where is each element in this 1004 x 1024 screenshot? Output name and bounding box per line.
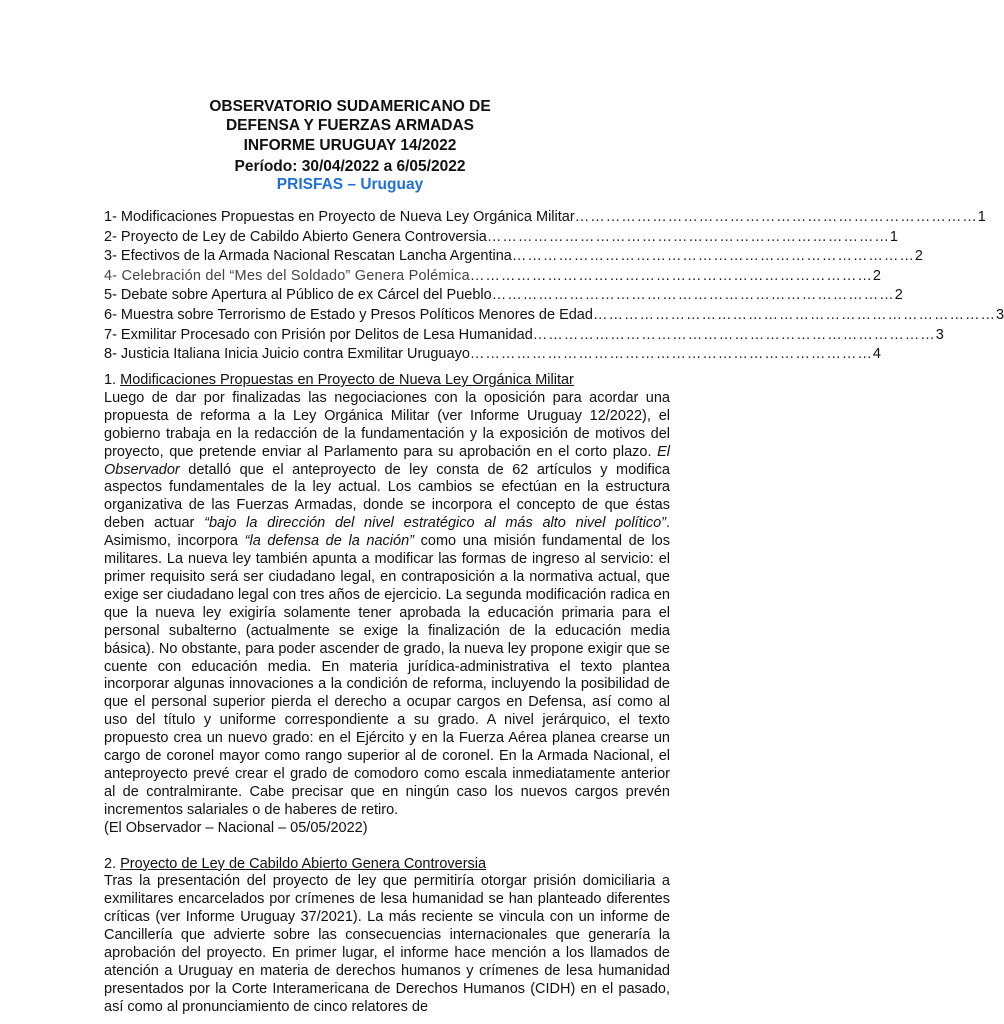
- section-1-heading: [104, 372, 670, 390]
- toc-entry-page: 3: [935, 326, 944, 343]
- report-header: [0, 98, 700, 195]
- toc-entry-title: 8- Justicia Italiana Inicia Juicio contra Exmilitar Uruguayo: [104, 346, 470, 363]
- section-1: [104, 372, 670, 838]
- toc-entry-title: 2- Proyecto de Ley de Cabildo Abierto Genera Controversia: [104, 228, 487, 245]
- source-citation: (El Observador – Nacional – 05/05/2022): [104, 819, 368, 836]
- document-body: [104, 372, 670, 1017]
- newspaper-name: El Observador: [104, 443, 670, 478]
- report-subtitle: PRISFAS – Uruguay: [276, 176, 424, 193]
- toc-entry-title: 5- Debate sobre Apertura al Público de ex Cárcel del Pueblo: [104, 287, 492, 304]
- toc-entry-title: 3- Efectivos de la Armada Nacional Rescatan Lancha Argentina: [104, 248, 512, 265]
- toc-entry-title: 6- Muestra sobre Terrorismo de Estado y Presos Políticos Menores de Edad: [104, 306, 593, 323]
- section-number: 2.: [104, 855, 121, 872]
- toc-entry[interactable]: 7- Exmilitar Procesado con Prisión por Delitos de Lesa Humanidad …………………………………………………………………… 3: [104, 326, 670, 346]
- toc-entry-page: 2: [872, 267, 881, 284]
- header-line-2: DEFENSA Y FUERZAS ARMADAS: [225, 116, 475, 134]
- section-2-heading: [104, 856, 670, 874]
- toc-entry[interactable]: 6- Muestra sobre Terrorismo de Estado y Presos Políticos Menores de Edad …………………………………………………………………… 3: [104, 306, 670, 326]
- toc-entry-title: 4- Celebración del “Mes del Soldado” Genera Polémica: [104, 267, 470, 284]
- section-2-paragraph: Tras la presentación del proyecto de ley que permitiría otorgar prisión domiciliaria a exmilitares encarcelados por crímenes de lesa humanidad se han planteado diferentes críticas (ver Informe Uruguay 37/2021). La más reciente se vincula con un informe de Cancillería que advierte sobre las consecuencias internacionales que generaría la aprobación del proyecto. En primer lugar, el informe hace mención a los llamados de atención a Uruguay en materia de derechos humanos y crímenes de lesa humanidad presentados por la Corte Interamericana de Derechos Humanos (CIDH) en el pasado, así como al pronunciamiento de cinco relatores de: [104, 873, 670, 1015]
- toc-entry-title: 7- Exmilitar Procesado con Prisión por Delitos de Lesa Humanidad: [104, 326, 533, 343]
- section-title: Proyecto de Ley de Cabildo Abierto Genera Controversia: [120, 855, 487, 872]
- toc-entry-title: 1- Modificaciones Propuestas en Proyecto de Nueva Ley Orgánica Militar: [104, 209, 575, 225]
- toc-entry[interactable]: 1- Modificaciones Propuestas en Proyecto de Nueva Ley Orgánica Militar …………………………………………………………………… 1: [104, 208, 670, 228]
- section-2: [104, 856, 670, 1017]
- toc-entry[interactable]: 4- Celebración del “Mes del Soldado” Genera Polémica …………………………………………………………………… 2: [104, 267, 670, 287]
- quote: “bajo la dirección del nivel estratégico al más alto nivel político”: [204, 515, 666, 532]
- section-number: 1.: [104, 372, 121, 388]
- toc-entry[interactable]: 2- Proyecto de Ley de Cabildo Abierto Genera Controversia …………………………………………………………………… 1: [104, 228, 670, 248]
- section-title: Modificaciones Propuestas en Proyecto de Nueva Ley Orgánica Militar: [120, 372, 574, 388]
- toc-entry-page: 1: [889, 228, 898, 245]
- report-title: INFORME URUGUAY 14/2022: [243, 137, 457, 154]
- toc-entry-page: 4: [872, 346, 881, 363]
- toc-entry[interactable]: 8- Justicia Italiana Inicia Juicio contra Exmilitar Uruguayo …………………………………………………………………… 4: [104, 345, 670, 365]
- toc-entry-page: 3: [995, 306, 1004, 323]
- toc-entry[interactable]: 3- Efectivos de la Armada Nacional Rescatan Lancha Argentina …………………………………………………………………… 2: [104, 247, 670, 267]
- toc-entry-page: 1: [977, 209, 986, 225]
- toc-entry[interactable]: 5- Debate sobre Apertura al Público de ex Cárcel del Pueblo …………………………………………………………………… 2: [104, 286, 670, 306]
- quote: “la defensa de la nación”: [244, 533, 414, 550]
- table-of-contents: [104, 208, 1004, 365]
- toc-entry-page: 2: [914, 248, 923, 265]
- section-1-paragraph: Luego de dar por finalizadas las negociaciones con la oposición para acordar una propuesta de reforma a la Ley Orgánica Militar (ver Informe Uruguay 12/2022), el gobierno trabaja en la redacción de la fundamentación y la exposición de motivos del proyecto, que pretende enviar al Parlamento para su aprobación en el corto plazo. El Observador detalló que el anteproyecto de ley consta de 62 artículos y modifica aspectos fundamentales de la ley actual. Los cambios se efectúan en la estructura organizativa de las Fuerzas Armadas, donde se incorpora el concepto de que éstas deben actuar “bajo la dirección del nivel estratégico al más alto nivel político”. Asimismo, incorpora “la defensa de la nación” como una misión fundamental de los militares. La nueva ley también apunta a modificar las formas de ingreso al servicio: el primer requisito será ser ciudadano legal, en contraposición a la normativa actual, que exige ser ciudadano legal con tres años de ejercicio. La segunda modificación radica en que la nueva ley exigiría solamente tener aprobada la educación primaria para el personal subalterno (actualmente se exige la finalización de la educación media básica). No obstante, para poder ascender de grado, la nueva ley propone exigir que se cuente con educación media. En materia jurídica-administrativa el texto plantea incorporar algunas innovaciones a la condición de reforma, incluyendo la posibilidad de que el personal superior pierda el derecho a ocupar cargos en Defensa, así como al uso del título y uniforme correspondiente a su grado. A nivel jerárquico, el texto propuesto crea un nuevo grado: en el Ejército y en la Fuerza Aérea planea crearse un cargo de coronel mayor como rango superior al de coronel. En la Armada Nacional, el anteproyecto prevé crear el grado de comodoro como escala inmediatamente anterior al de contralmirante. Cabe precisar que en ningún caso los nuevos cargos prevén incrementos salariales o de haberes de retiro.: [104, 389, 671, 818]
- report-period: Período: 30/04/2022 a 6/05/2022: [234, 157, 466, 175]
- header-line-1: OBSERVATORIO SUDAMERICANO DE: [209, 98, 491, 115]
- toc-entry-page: 2: [894, 287, 903, 304]
